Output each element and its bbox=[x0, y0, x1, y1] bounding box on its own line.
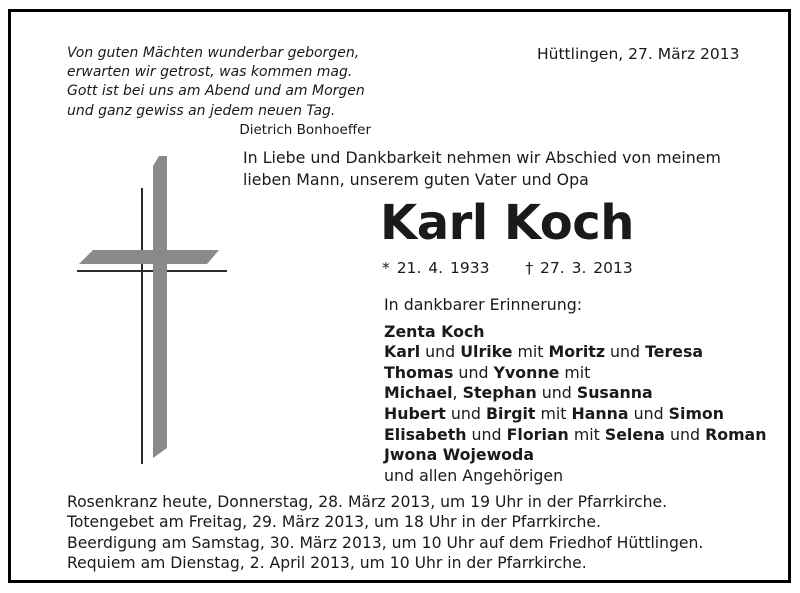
mourner-connector: und bbox=[628, 403, 669, 423]
intro-line: In Liebe und Dankbarkeit nehmen wir Abschied von meinem bbox=[243, 148, 721, 167]
mourner-connector: und bbox=[445, 403, 486, 423]
mourner-connector: und bbox=[536, 383, 577, 403]
service-line: Totengebet am Freitag, 29. März 2013, um 18 Uhr in der Pfarrkirche. bbox=[67, 513, 601, 532]
mourner-connector: und bbox=[453, 362, 494, 382]
mourner-name: Birgit bbox=[485, 403, 536, 423]
mourner-line bbox=[384, 322, 766, 343]
quote-line: Von guten Mächten wunderbar geborgen, bbox=[67, 45, 360, 61]
mourner-line bbox=[384, 466, 766, 487]
mourner-name: Stephan bbox=[462, 383, 537, 403]
mourner-name: Moritz bbox=[548, 342, 606, 362]
mourner-connector: und bbox=[664, 424, 706, 444]
service-info bbox=[67, 492, 703, 573]
mourner-name: Yvonne bbox=[493, 362, 560, 382]
mourner-name: Zenta Koch bbox=[384, 321, 485, 341]
mourner-connector: mit bbox=[512, 342, 549, 362]
quote-author: Dietrich Bonhoeffer bbox=[239, 121, 371, 138]
birth-symbol: * bbox=[382, 259, 390, 277]
mourner-name: Ulrike bbox=[460, 342, 513, 362]
intro-line: lieben Mann, unserem guten Vater und Opa bbox=[243, 170, 589, 189]
mourner-name: Karl bbox=[384, 342, 421, 362]
mourner-name: Jwona Wojewoda bbox=[384, 445, 534, 465]
mourner-connector: und bbox=[466, 424, 507, 444]
mourner-list bbox=[384, 322, 766, 487]
mourner-line bbox=[384, 383, 766, 404]
mourner-name: Elisabeth bbox=[384, 424, 467, 444]
service-line: Rosenkranz heute, Donnerstag, 28. März 2013, um 19 Uhr in der Pfarrkirche. bbox=[67, 493, 668, 511]
mourner-name: Teresa bbox=[645, 342, 704, 362]
mourner-connector: mit bbox=[568, 424, 605, 444]
mourners-intro: In dankbarer Erinnerung: bbox=[384, 295, 583, 314]
mourner-name: Hanna bbox=[571, 403, 629, 423]
mourner-connector: und bbox=[605, 342, 646, 362]
death-date: 27. 3. 2013 bbox=[540, 259, 633, 277]
mourner-name: Simon bbox=[668, 403, 725, 423]
birth-date: 21. 4. 1933 bbox=[396, 259, 490, 277]
mourner-line bbox=[384, 425, 766, 446]
mourner-connector: und allen Angehörigen bbox=[384, 465, 564, 485]
obituary-frame bbox=[8, 9, 791, 583]
mourner-name: Susanna bbox=[576, 383, 653, 403]
mourner-connector: mit bbox=[559, 362, 591, 382]
mourner-name: Selena bbox=[604, 424, 665, 444]
mourner-name: Florian bbox=[506, 424, 569, 444]
mourner-line bbox=[384, 404, 766, 425]
mourners-block bbox=[384, 295, 766, 486]
life-dates bbox=[382, 259, 633, 277]
service-line: Requiem am Dienstag, 2. April 2013, um 10 Uhr in der Pfarrkirche. bbox=[67, 553, 587, 572]
quote-line: Gott ist bei uns am Abend und am Morgen bbox=[67, 83, 365, 100]
mourner-line bbox=[384, 445, 766, 466]
mourner-line bbox=[384, 363, 766, 384]
deceased-name: Karl Koch bbox=[380, 195, 634, 251]
mourner-line bbox=[384, 342, 766, 363]
bible-quote bbox=[67, 44, 387, 140]
intro-text bbox=[243, 147, 783, 191]
mourner-name: Hubert bbox=[384, 403, 446, 423]
quote-line: erwarten wir getrost, was kommen mag. bbox=[67, 64, 353, 81]
mourner-name: Michael bbox=[384, 383, 453, 403]
mourner-name: Thomas bbox=[384, 362, 454, 382]
mourner-connector: , bbox=[452, 383, 463, 403]
mourner-connector: und bbox=[420, 342, 461, 362]
cross-icon bbox=[71, 152, 231, 477]
mourner-name: Roman bbox=[705, 424, 767, 444]
mourner-connector: mit bbox=[535, 403, 572, 423]
service-line: Beerdigung am Samstag, 30. März 2013, um 10 Uhr auf dem Friedhof Hüttlingen. bbox=[67, 533, 704, 552]
place-date: Hüttlingen, 27. März 2013 bbox=[537, 45, 740, 63]
death-symbol: † bbox=[525, 259, 534, 277]
quote-line: und ganz gewiss an jedem neuen Tag. bbox=[67, 102, 336, 119]
